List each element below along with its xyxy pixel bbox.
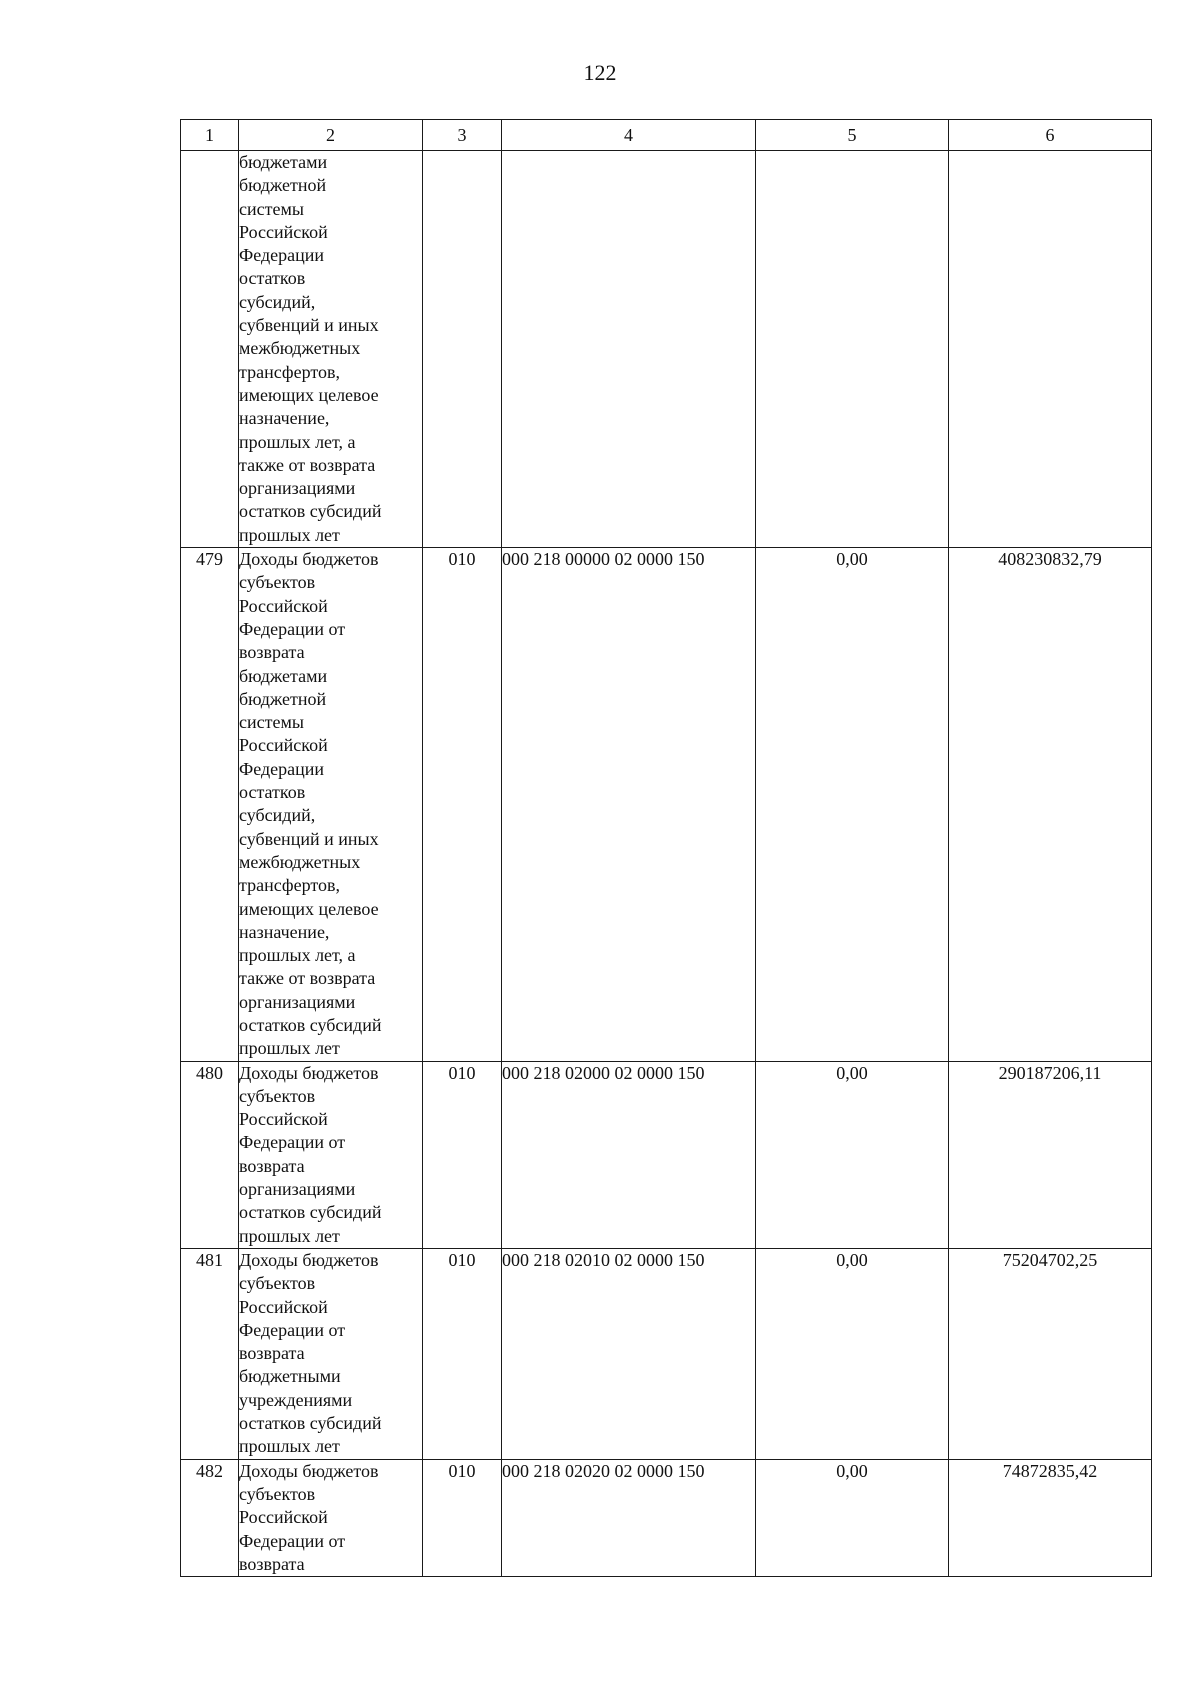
row-name-line: субсидий, <box>239 291 316 312</box>
table-row <box>181 1061 1152 1248</box>
row-name-line: остатков субсидий <box>239 501 382 522</box>
row-name-line: возврата <box>239 1155 305 1176</box>
row-name-line: остатков <box>239 268 306 289</box>
row-name-line: бюджетной <box>239 688 327 709</box>
row-name-line: Российской <box>239 735 328 756</box>
table-header <box>181 120 1152 151</box>
row-name-line: также от возврата <box>239 454 376 475</box>
row-kbk-cell: 000 218 02020 02 0000 150 <box>502 1459 756 1576</box>
header-row <box>181 120 1152 151</box>
budget-table <box>180 119 1152 1577</box>
row-name-line: назначение, <box>239 408 330 429</box>
page-number: 122 <box>583 60 617 85</box>
row-name-line: субвенций и иных <box>239 315 379 336</box>
table-row <box>181 1459 1152 1576</box>
row-kbk-cell <box>502 151 756 548</box>
table-row <box>181 548 1152 1062</box>
row-name-line: назначение, <box>239 921 330 942</box>
row-name-line: бюджетами <box>239 152 328 172</box>
row-name-line: Федерации <box>239 758 325 779</box>
row-name-line: субъектов <box>239 1483 316 1504</box>
row-name-line: возврата <box>239 1343 305 1364</box>
row-name-line: бюджетными <box>239 1366 341 1387</box>
row-name-cell <box>239 548 423 1062</box>
row-value5-cell: 0,00 <box>756 1248 949 1459</box>
row-name-line: остатков субсидий <box>239 1413 382 1434</box>
row-name-line: субсидий, <box>239 805 316 826</box>
row-name-line: имеющих целевое <box>239 898 379 919</box>
column-header-4: 4 <box>502 120 756 151</box>
row-name-line: межбюджетных <box>239 338 361 359</box>
row-name-cell <box>239 1459 423 1576</box>
column-header-6: 6 <box>949 120 1152 151</box>
row-name-line: субъектов <box>239 572 316 593</box>
column-header-1: 1 <box>181 120 239 151</box>
row-code-cell: 010 <box>423 548 502 1062</box>
row-name-line: субъектов <box>239 1085 316 1106</box>
row-name-cell <box>239 1061 423 1248</box>
row-code-cell <box>423 151 502 548</box>
row-name-line: бюджетами <box>239 665 328 686</box>
row-name-line: Доходы бюджетов <box>239 549 379 570</box>
row-name-line: прошлых лет <box>239 1225 340 1246</box>
row-name-cell <box>239 151 423 548</box>
row-name-line: системы <box>239 712 304 733</box>
row-name-line: системы <box>239 198 304 219</box>
row-value5-cell: 0,00 <box>756 548 949 1062</box>
row-number-cell <box>181 151 239 548</box>
row-value6-cell <box>949 151 1152 548</box>
row-name-line: организациями <box>239 991 356 1012</box>
row-name-line: субъектов <box>239 1273 316 1294</box>
row-name-cell <box>239 1248 423 1459</box>
row-number-cell: 481 <box>181 1248 239 1459</box>
row-name-line: трансфертов, <box>239 875 340 896</box>
row-number-cell: 479 <box>181 548 239 1062</box>
row-value6-cell: 75204702,25 <box>949 1248 1152 1459</box>
row-name-line: организациями <box>239 1179 356 1200</box>
row-name-line: учреждениями <box>239 1389 353 1410</box>
table-body <box>181 151 1152 1577</box>
row-value5-cell: 0,00 <box>756 1061 949 1248</box>
row-number-cell: 482 <box>181 1459 239 1576</box>
row-name-line: прошлых лет <box>239 524 340 545</box>
row-name-line: Российской <box>239 595 328 616</box>
row-name-line: прошлых лет <box>239 1436 340 1457</box>
row-name-line: Федерации <box>239 245 325 266</box>
row-name-line: Доходы бюджетов <box>239 1062 379 1083</box>
row-name-line: трансфертов, <box>239 361 340 382</box>
row-name-line: Доходы бюджетов <box>239 1249 379 1270</box>
row-code-cell: 010 <box>423 1248 502 1459</box>
row-value6-cell: 408230832,79 <box>949 548 1152 1062</box>
row-name-line: возврата <box>239 642 305 663</box>
row-name-line: Российской <box>239 1109 328 1130</box>
table-row <box>181 1248 1152 1459</box>
table-row <box>181 151 1152 548</box>
row-name-line: Федерации от <box>239 1319 346 1340</box>
row-name-line: остатков субсидий <box>239 1014 382 1035</box>
row-name-line: Федерации от <box>239 1132 346 1153</box>
row-kbk-cell: 000 218 00000 02 0000 150 <box>502 548 756 1062</box>
row-kbk-cell: 000 218 02000 02 0000 150 <box>502 1061 756 1248</box>
row-name-line: Российской <box>239 221 328 242</box>
row-name-line: Федерации от <box>239 1530 346 1551</box>
row-name-line: остатков <box>239 782 306 803</box>
row-name-line: Российской <box>239 1507 328 1528</box>
row-code-cell: 010 <box>423 1459 502 1576</box>
row-name-line: также от возврата <box>239 968 376 989</box>
row-name-line: бюджетной <box>239 175 327 196</box>
row-name-line: прошлых лет <box>239 1038 340 1059</box>
row-value6-cell: 74872835,42 <box>949 1459 1152 1576</box>
column-header-5: 5 <box>756 120 949 151</box>
row-name-line: Федерации от <box>239 618 346 639</box>
row-code-cell: 010 <box>423 1061 502 1248</box>
row-value5-cell: 0,00 <box>756 1459 949 1576</box>
row-kbk-cell: 000 218 02010 02 0000 150 <box>502 1248 756 1459</box>
row-name-line: организациями <box>239 478 356 499</box>
row-name-line: остатков субсидий <box>239 1202 382 1223</box>
column-header-3: 3 <box>423 120 502 151</box>
row-value5-cell <box>756 151 949 548</box>
row-value6-cell: 290187206,11 <box>949 1061 1152 1248</box>
row-name-line: субвенций и иных <box>239 828 379 849</box>
row-name-line: межбюджетных <box>239 851 361 872</box>
row-name-line: возврата <box>239 1553 305 1574</box>
row-name-line: прошлых лет, а <box>239 431 356 452</box>
row-name-line: прошлых лет, а <box>239 945 356 966</box>
row-name-line: Доходы бюджетов <box>239 1460 379 1481</box>
row-name-line: имеющих целевое <box>239 384 379 405</box>
row-name-line: Российской <box>239 1296 328 1317</box>
column-header-2: 2 <box>239 120 423 151</box>
row-number-cell: 480 <box>181 1061 239 1248</box>
